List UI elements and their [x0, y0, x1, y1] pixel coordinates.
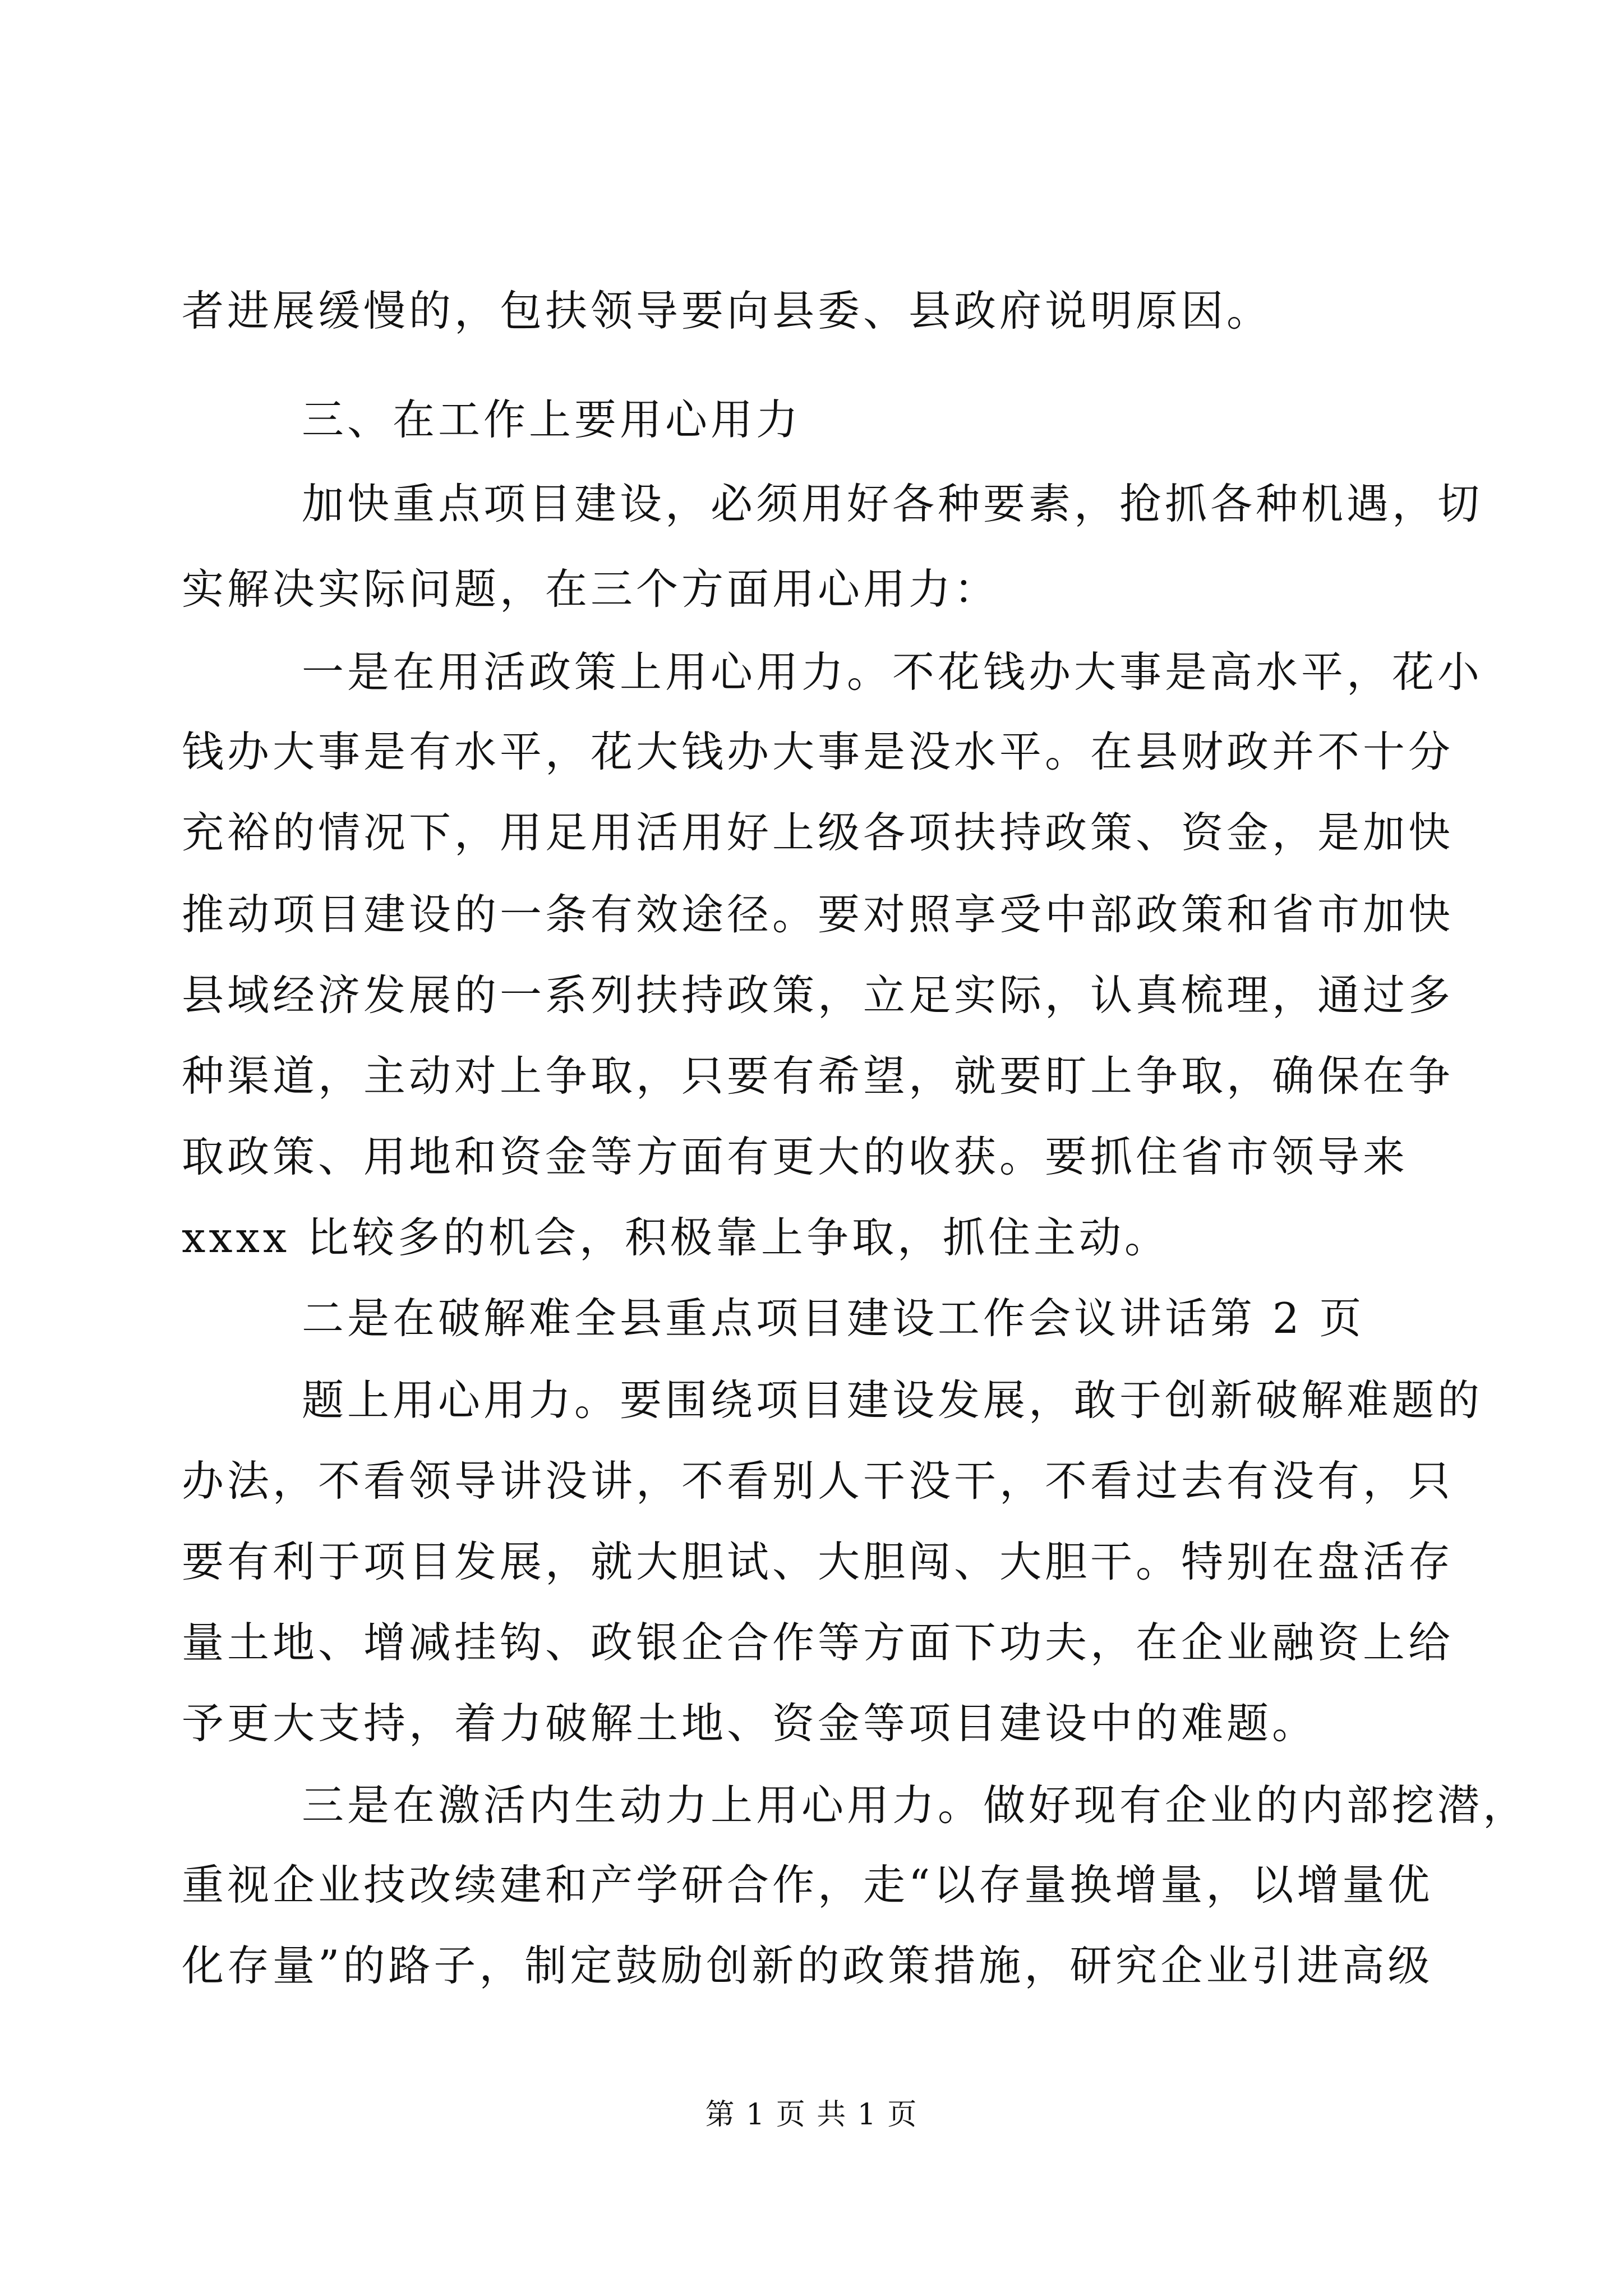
section-heading: 三、在工作上要用心用力: [302, 395, 802, 444]
text-line: 加快重点项目建设，必须用好各种要素，抢抓各种机遇，切: [302, 479, 1483, 528]
text-line: 钱办大事是有水平，花大钱办大事是没水平。在县财政并不十分: [182, 727, 1454, 776]
text-line: 要有利于项目发展，就大胆试、大胆闯、大胆干。特别在盘活存: [182, 1537, 1454, 1586]
text-line: 一是在用活政策上用心用力。不花钱办大事是高水平，花小: [302, 647, 1483, 697]
text-line: 化存量”的路子，制定鼓励创新的政策措施，研究企业引进高级: [182, 1941, 1433, 1990]
text-line: 三是在激活内生动力上用心用力。做好现有企业的内部挖潜，: [302, 1780, 1529, 1830]
text-line: 实解决实际问题，在三个方面用心用力：: [182, 564, 1000, 614]
text-line: 者进展缓慢的，包扶领导要向县委、县政府说明原因。: [182, 286, 1272, 335]
text-line: 充裕的情况下，用足用活用好上级各项扶持政策、资金，是加快: [182, 808, 1454, 857]
text-line: 二是在破解难全县重点项目建设工作会议讲话第 2 页: [302, 1294, 1365, 1343]
text-line: 题上用心用力。要围绕项目建设发展，敢于创新破解难题的: [302, 1375, 1483, 1425]
text-line: 予更大支持，着力破解土地、资金等项目建设中的难题。: [182, 1699, 1318, 1748]
text-line: 推动项目建设的一条有效途径。要对照享受中部政策和省市加快: [182, 890, 1454, 939]
text-line: 办法，不看领导讲没讲，不看别人干没干，不看过去有没有，只: [182, 1456, 1454, 1506]
text-line: 县域经济发展的一系列扶持政策，立足实际，认真梳理，通过多: [182, 970, 1454, 1020]
text-line: xxxx 比较多的机会，积极靠上争取，抓住主动。: [182, 1213, 1170, 1262]
text-line: 种渠道，主动对上争取，只要有希望，就要盯上争取，确保在争: [182, 1051, 1454, 1101]
page-footer: 第 1 页 共 1 页: [705, 2098, 918, 2132]
text-line: 量土地、增减挂钩、政银企合作等方面下功夫，在企业融资上给: [182, 1618, 1454, 1667]
text-line: 重视企业技改续建和产学研合作，走“以存量换增量，以增量优: [182, 1860, 1433, 1910]
text-line: 取政策、用地和资金等方面有更大的收获。要抓住省市领导来: [182, 1132, 1409, 1181]
